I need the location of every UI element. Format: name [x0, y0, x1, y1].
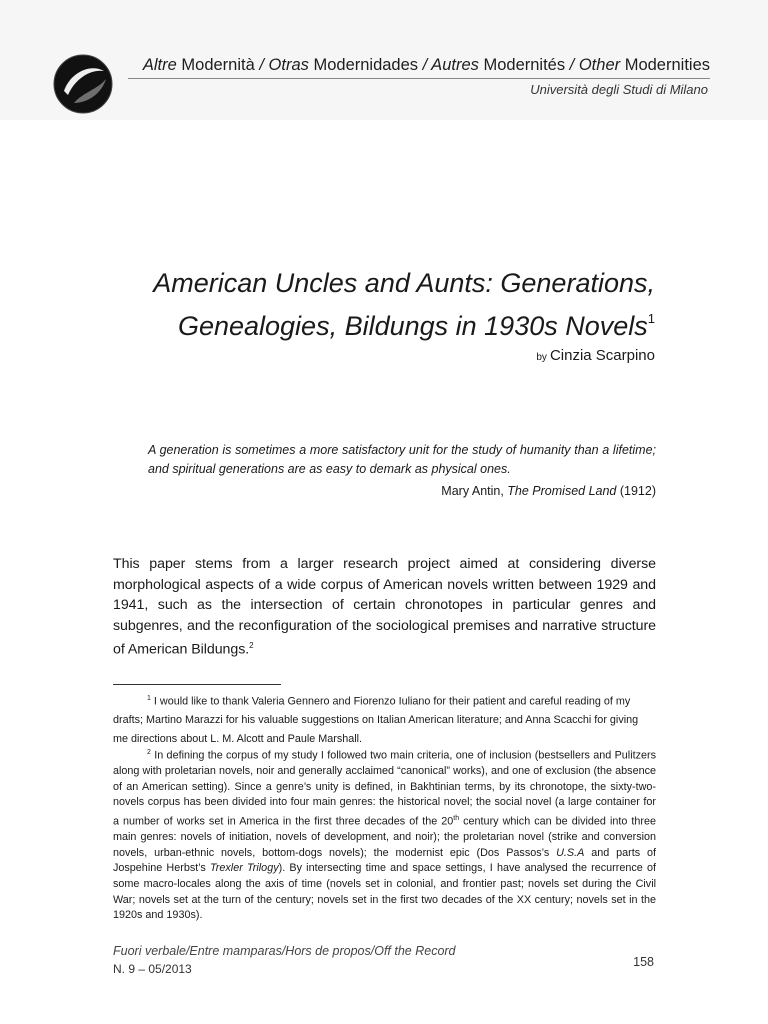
page-number: 158 [633, 955, 654, 969]
epigraph-quote: A generation is sometimes a more satisfactory unit for the study of humanity than a lifetime; and spiritual generations are as easy to demark as physical ones. [148, 443, 656, 476]
footer-issue: N. 9 – 05/2013 [113, 962, 192, 976]
footnote-1 [113, 690, 656, 748]
footer-section-title: Fuori verbale/Entre mamparas/Hors de propos/Off the Record [113, 944, 456, 958]
journal-title-part: Altre Modernità [142, 56, 255, 74]
body-paragraph: This paper stems from a larger research project aimed at considering diverse morphological aspects of a wide corpus of American novels written between 1929 and 1941, such as the intersection of certain chronotopes in particular genres and subgenres, and the reconfiguration of the sociological premises and narrative structure of American Bildungs.$^2$ [113, 556, 656, 658]
title-footnote-ref[interactable]: 1 [647, 311, 655, 326]
eclipse-logo-icon [52, 53, 114, 115]
article-title [153, 264, 655, 345]
epigraph-work-title: The Promised Land [507, 484, 617, 498]
article-title-line-1: American Uncles and Aunts: Generations, [153, 268, 655, 298]
by-label: by [536, 352, 547, 363]
usa-title: U.S.A [556, 846, 585, 859]
footnote-1-number: 1 [147, 695, 151, 702]
journal-title-part: / Otras Modernidades [254, 56, 419, 74]
journal-title-part: / Autres Modernités [418, 56, 566, 74]
university-name: Università degli Studi di Milano [530, 82, 708, 97]
article-title-line-2: Genealogies, Bildungs in 1930s Novels$^1$ [177, 311, 655, 341]
journal-title-part: / Other Modernities [565, 56, 710, 74]
author-name: Cinzia Scarpino [549, 347, 655, 364]
footnote-2: $^2$ In defining the corpus of my study I followed two main criteria, one of inclusion (bestsellers and Pulitzers along with proletarian novels, noir and generally acclaimed “canonical” works), and one of exclusion (the absence of an American setting). Since a genre’s unity is defined, in Bakhtinian terms, by its chronotope, the sixty-two-novels corpus has been divided into four main genres: the historical novel; the social novel (a large container for a number of works set in America in the first three decades of the 20th century which can be divided into three main genres: novels of initiation, novels of development, and noir); the proletarian novel (strike and conversion novels, urban-ethnic novels, bottom-dogs novels); the modernist epic (Dos Passos’s U.S.A and parts of Jospehine Herbst’s Trexler Trilogy). By intersecting time and space settings, I have analysed the recurrence of some macro-locales along the axis of time (novels set in colonial, and frontier past; novels set during the Civil War; novels set at the turn of the century; novels set in the first two decades of the XX century; novels set in the 1920s and 1930s). [113, 749, 656, 922]
trexler-title: Trexler Trilogy [210, 862, 279, 875]
byline [536, 347, 655, 364]
body-footnote-ref[interactable]: 2 [249, 641, 254, 650]
header-rule [128, 78, 710, 79]
footnote-separator [113, 684, 281, 685]
footnote-1-text: I would like to thank Valeria Gennero and Fiorenzo Iuliano for their patient and careful reading of my drafts; Martino Marazzi for his valuable suggestions on Italian American literature; and Anna Scacchi for giving me directions about L. M. Alcott and Paule Marshall. [113, 695, 639, 745]
journal-title [143, 56, 710, 75]
epigraph-attribution: Mary Antin, The Promised Land (1912) [441, 484, 656, 498]
footnote-2-number: 2 [147, 749, 151, 756]
